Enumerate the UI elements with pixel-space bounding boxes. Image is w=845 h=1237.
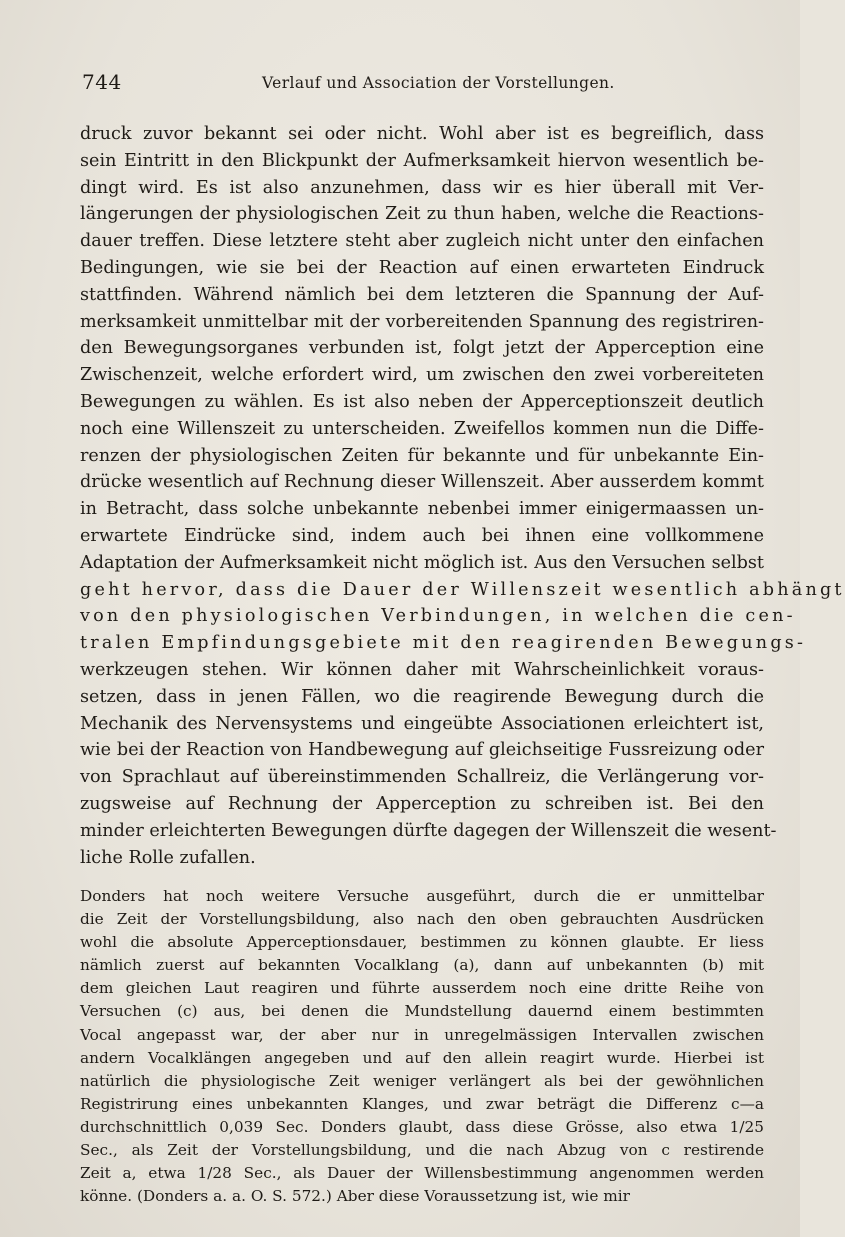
text-line: Zwischenzeit, welche erfordert wird, um zwischen den zwei vorbereiteten [80,365,764,386]
text-line: noch eine Willenszeit zu unterscheiden. Zweifellos kommen nun die Diffe- [80,418,764,439]
note-line: Donders hat noch weitere Versuche ausgeführt, durch die er unmittelbar [80,887,764,905]
note-line: Registrirung eines unbekannten Klanges, und zwar beträgt die Differenz c—a [80,1094,764,1113]
note-paragraph [80,885,764,1208]
text-line: längerungen der physiologischen Zeit zu thun haben, welche die Reactions- [80,204,764,225]
note-line: Zeit a, etwa 1/28 Sec., als Dauer der Willensbestimmung angenommen werden [80,1164,764,1183]
text-line: von Sprachlaut auf übereinstimmenden Schallreiz, die Verlängerung vor- [80,767,764,788]
page-number: 744 [82,70,122,94]
emphasized-text-line: geht hervor, dass die Dauer der Willenszeit wesentlich abhängt [80,579,845,600]
note-line: die Zeit der Vorstellungsbildung, also nach den oben gebrauchten Ausdrücken [80,910,764,929]
note-line: dem gleichen Laut reagiren und führte ausserdem noch eine dritte Reihe von [80,979,764,998]
text-line: sein Eintritt in den Blickpunkt der Aufmerksamkeit hiervon wesentlich be- [80,150,764,171]
text-line: dauer treffen. Diese letztere steht aber zugleich nicht unter den einfachen [80,231,764,252]
text-line: erwartete Eindrücke sind, indem auch bei ihnen eine vollkommene [80,525,764,546]
text-line: werkzeugen stehen. Wir können daher mit Wahrscheinlichkeit voraus- [80,659,764,680]
text-line: stattfinden. Während nämlich bei dem letzteren die Spannung der Auf- [80,284,764,305]
note-line: könne. (Donders a. a. O. S. 572.) Aber diese Voraussetzung ist, wie mir [80,1187,630,1206]
note-line: andern Vocalklängen angegeben und auf den allein reagirt wurde. Hierbei ist [80,1048,764,1067]
note-line: durchschnittlich 0,039 Sec. Donders glaubt, dass diese Grösse, also etwa 1/25 [80,1117,764,1136]
text-line: den Bewegungsorganes verbunden ist, folgt jetzt der Apperception eine [80,338,764,359]
note-line: Vocal angepasst war, der aber nur in unregelmässigen Intervallen zwischen [80,1025,764,1044]
emphasized-text-line: von den physiologischen Verbindungen, in welchen die cen- [80,606,796,627]
text-line: Bewegungen zu wählen. Es ist also neben der Apperceptionszeit deutlich [80,391,764,412]
running-title: Verlauf und Association der Vorstellungen. [262,74,615,92]
text-line: druck zuvor bekannt sei oder nicht. Wohl aber ist es begreiflich, dass [80,124,764,144]
text-line: setzen, dass in jenen Fällen, wo die reagirende Bewegung durch die [80,686,764,707]
text-line: wie bei der Reaction von Handbewegung auf gleichseitige Fussreizung oder [80,740,764,761]
text-line: dingt wird. Es ist also anzunehmen, dass wir es hier überall mit Ver- [80,177,764,198]
text-line: liche Rolle zufallen. [80,847,256,868]
page-header [82,70,760,100]
text-line: Mechanik des Nervensystems und eingeübte Associationen erleichtert ist, [80,713,764,734]
text-line: zugsweise auf Rechnung der Apperception zu schreiben ist. Bei den [80,793,764,814]
text-line: Adaptation der Aufmerksamkeit nicht möglich ist. Aus den Versuchen selbst [80,552,764,573]
text-line: renzen der physiologischen Zeiten für bekannte und für unbekannte Ein- [80,445,764,466]
text-line: in Betracht, dass solche unbekannte nebenbei immer einigermaassen un- [80,499,764,520]
text-line: Bedingungen, wie sie bei der Reaction auf einen erwarteten Eindruck [80,257,764,278]
text-line: merksamkeit unmittelbar mit der vorbereitenden Spannung des registriren- [80,311,764,332]
note-line: Versuchen (c) aus, bei denen die Mundstellung dauernd einem bestimmten [80,1002,764,1021]
note-line: Sec., als Zeit der Vorstellungsbildung, und die nach Abzug von c restirende [80,1141,764,1160]
main-paragraph [80,121,845,871]
note-line: nämlich zuerst auf bekannten Vocalklang (a), dann auf unbekannten (b) mit [80,956,764,975]
text-line: drücke wesentlich auf Rechnung dieser Willenszeit. Aber ausserdem kommt [80,472,764,493]
emphasized-text-line: tralen Empfindungsgebiete mit den reagirenden Bewegungs- [80,633,807,654]
text-line: minder erleichterten Bewegungen dürfte dagegen der Willenszeit die wesent- [80,820,777,841]
note-line: natürlich die physiologische Zeit weniger verlängert als bei der gewöhnlichen [80,1071,764,1090]
note-line: wohl die absolute Apperceptionsdauer, bestimmen zu können glaubte. Er liess [80,933,764,952]
